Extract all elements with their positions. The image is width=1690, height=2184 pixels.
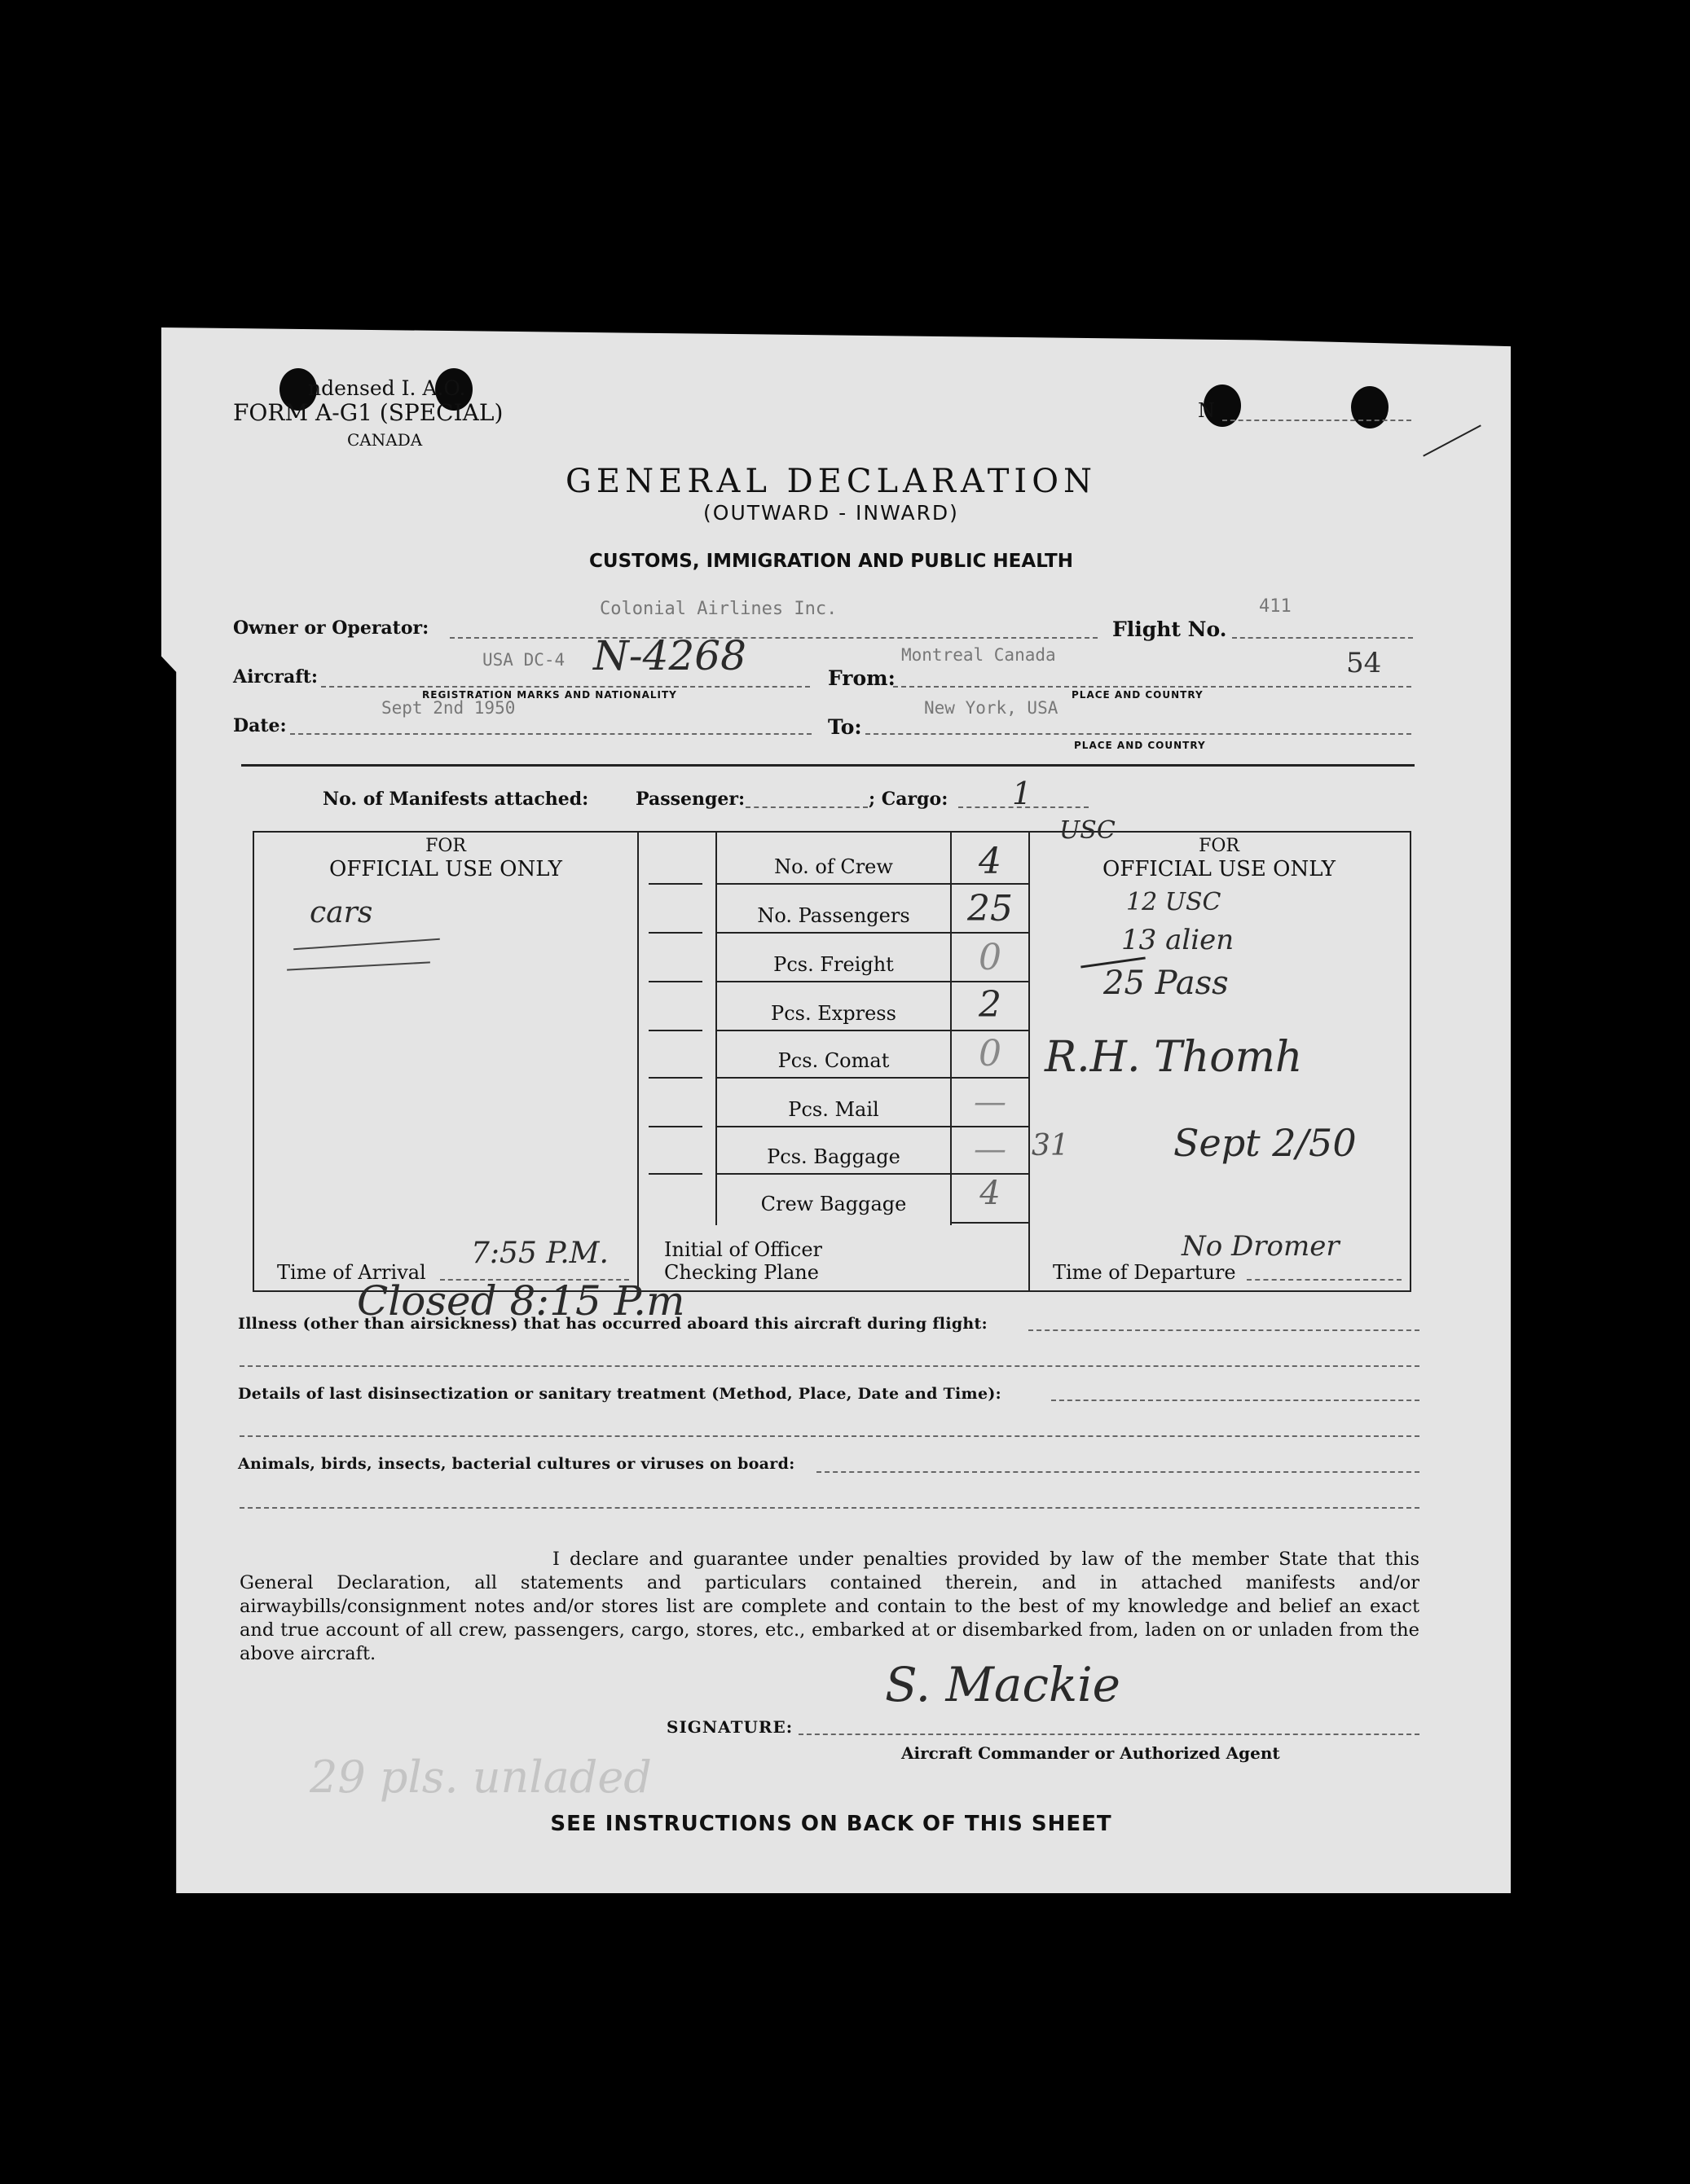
number-label: N — [1198, 399, 1215, 422]
disinsectization-label: Details of last disinsectization or sanitary treatment (Method, Place, Date and Time): — [238, 1385, 1001, 1403]
date-field-line — [290, 733, 812, 735]
row-rule — [649, 1173, 702, 1175]
signature-field — [799, 1734, 1419, 1735]
left-official-label: OFFICIAL USE ONLY — [329, 857, 562, 881]
signer-caption: Aircraft Commander or Authorized Agent — [901, 1743, 1280, 1763]
row-rule — [952, 1126, 1028, 1127]
owner-field-line — [450, 637, 1098, 639]
passenger-manifest-field — [746, 806, 868, 808]
passenger-manifest-label: Passenger: — [636, 789, 746, 810]
row-value-mail: — — [974, 1083, 1006, 1121]
signature-label: SIGNATURE: — [667, 1717, 794, 1737]
row-rule — [952, 981, 1028, 982]
from-value: Montreal Canada — [901, 645, 1056, 665]
row-rule — [717, 1030, 950, 1031]
left-for-label: FOR — [425, 836, 466, 856]
row-rule — [717, 932, 950, 934]
department-title: CUSTOMS, IMMIGRATION AND PUBLIC HEALTH — [589, 551, 1073, 572]
row-label-comat: Pcs. Comat — [777, 1049, 890, 1072]
row-label-freight: Pcs. Freight — [773, 953, 894, 976]
right-for-label: FOR — [1199, 836, 1239, 856]
form-code: FORM A-G1 (SPECIAL) — [233, 399, 504, 426]
row-value-express: 2 — [979, 984, 1001, 1026]
to-label: To: — [828, 715, 862, 739]
row-label-crew: No. of Crew — [774, 855, 893, 878]
row-rule — [717, 883, 950, 885]
right-note: 31 — [1032, 1129, 1069, 1162]
aircraft-type-value: USA DC-4 — [482, 650, 566, 670]
officer-signature: R.H. Thomh — [1045, 1033, 1303, 1082]
departure-time-label: Time of Departure — [1053, 1261, 1236, 1284]
row-rule — [952, 932, 1028, 934]
from-label: From: — [828, 666, 896, 690]
header-rule — [241, 764, 1415, 767]
arrival-time-value: 7:55 P.M. — [471, 1237, 609, 1270]
to-caption: PLACE AND COUNTRY — [1074, 740, 1206, 751]
table-divider — [1028, 831, 1030, 1290]
aircraft-registration-value: N-4268 — [593, 632, 746, 679]
from-caption: PLACE AND COUNTRY — [1072, 689, 1204, 701]
row-value-comat: 0 — [979, 1033, 1001, 1074]
right-note: 12 USC — [1126, 888, 1221, 916]
form-country: CANADA — [347, 430, 423, 450]
cargo-manifest-value: 1 — [1012, 776, 1032, 811]
date-label: Date: — [233, 715, 287, 736]
initial-officer-label: Initial of Officer — [664, 1238, 823, 1261]
disinsectization-field-2 — [240, 1435, 1419, 1437]
commander-signature: S. Mackie — [885, 1657, 1121, 1712]
owner-value: Colonial Airlines Inc. — [600, 599, 838, 619]
declaration-text: I declare and guarantee under penalties provided by law of the member State that this General Declaration, all statements and particulars contained therein, and in attached manifests and/or airwaybills/consignment notes and/or stores list are complete and contain to the best of my knowledge and belief an exact and true account of all crew, passengers, cargo, stores, etc., embarked at or disembarked from, laden on or unladen from the above aircraft. — [240, 1549, 1419, 1664]
row-label-passengers: No. Passengers — [757, 904, 910, 927]
row-rule — [952, 1222, 1028, 1224]
disinsectization-field — [1051, 1400, 1419, 1401]
illness-label: Illness (other than airsickness) that has occurred aboard this aircraft during flight: — [238, 1315, 988, 1333]
row-label-baggage: Pcs. Baggage — [767, 1145, 900, 1168]
flight-field-line — [1232, 637, 1413, 639]
to-field-line — [865, 733, 1411, 735]
number-field — [1222, 420, 1411, 421]
row-label-crew-baggage: Crew Baggage — [760, 1193, 907, 1215]
date-value: Sept 2nd 1950 — [381, 698, 516, 718]
checking-plane-label: Checking Plane — [664, 1261, 819, 1284]
right-official-label: OFFICIAL USE ONLY — [1102, 857, 1336, 881]
arrival-time-label: Time of Arrival — [277, 1261, 426, 1284]
row-value-passengers: 25 — [967, 888, 1013, 929]
pencil-note: 29 pls. unladed — [310, 1751, 652, 1803]
row-rule — [649, 981, 702, 982]
row-rule — [649, 1030, 702, 1031]
illness-field-2 — [240, 1365, 1419, 1367]
flight-label: Flight No. — [1112, 617, 1227, 641]
row-value-baggage: — — [974, 1131, 1006, 1168]
page-title: GENERAL DECLARATION — [565, 463, 1098, 500]
row-label-express: Pcs. Express — [771, 1002, 896, 1025]
row-rule — [952, 883, 1028, 885]
table-divider — [637, 831, 639, 1290]
punch-hole — [1351, 386, 1389, 428]
owner-label: Owner or Operator: — [233, 617, 429, 639]
animals-field — [816, 1471, 1419, 1473]
row-value-crew: 4 — [979, 841, 1001, 882]
right-note: No Dromer — [1182, 1230, 1340, 1263]
page-subtitle: (OUTWARD - INWARD) — [703, 501, 959, 525]
departure-time-field — [1247, 1279, 1402, 1281]
left-official-note: cars — [310, 896, 373, 929]
right-note: USC — [1059, 816, 1116, 845]
row-label-mail: Pcs. Mail — [788, 1098, 879, 1121]
animals-field-2 — [240, 1507, 1419, 1509]
row-value-freight: 0 — [979, 937, 1001, 978]
side-number: 54 — [1346, 647, 1382, 679]
row-rule — [952, 1030, 1028, 1031]
aircraft-field-line — [321, 686, 810, 688]
row-rule — [717, 1077, 950, 1079]
footer-instructions: SEE INSTRUCTIONS ON BACK OF THIS SHEET — [550, 1812, 1112, 1836]
to-value: New York, USA — [924, 698, 1058, 718]
manifests-label: No. of Manifests attached: — [323, 789, 589, 810]
row-rule — [649, 1077, 702, 1079]
row-rule — [649, 932, 702, 934]
form-code-line1: ndensed I. A.O. — [308, 376, 466, 400]
right-note: 25 Pass — [1103, 965, 1229, 1002]
right-note: 13 alien — [1121, 924, 1234, 956]
row-rule — [952, 1077, 1028, 1079]
illness-field — [1028, 1329, 1419, 1331]
row-value-crew-baggage: 4 — [979, 1175, 1001, 1212]
from-field-line — [893, 686, 1411, 688]
row-rule — [717, 981, 950, 982]
aircraft-label: Aircraft: — [233, 666, 319, 688]
row-rule — [649, 883, 702, 885]
aircraft-caption: REGISTRATION MARKS AND NATIONALITY — [422, 689, 677, 701]
closed-time-note: Closed 8:15 P.m — [357, 1277, 685, 1325]
row-rule — [649, 1126, 702, 1127]
animals-label: Animals, birds, insects, bacterial cultures or viruses on board: — [238, 1455, 795, 1473]
row-rule — [717, 1173, 950, 1175]
cargo-manifest-label: ; Cargo: — [869, 789, 948, 810]
flight-value: 411 — [1259, 596, 1292, 617]
inspection-date: Sept 2/50 — [1173, 1121, 1357, 1165]
row-rule — [717, 1126, 950, 1127]
